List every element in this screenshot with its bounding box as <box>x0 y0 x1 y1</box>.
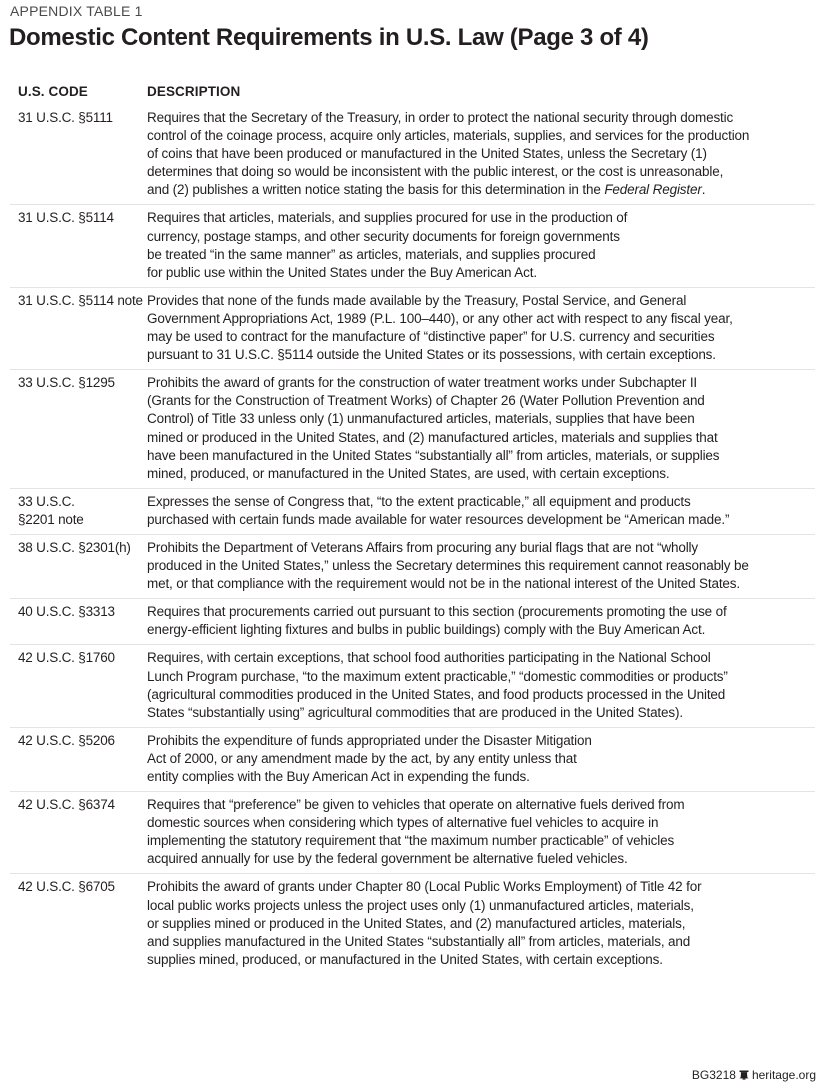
us-code-line: 42 U.S.C. §6374 <box>18 797 115 813</box>
description-line <box>147 732 811 750</box>
description-text: currency, postage stamps, and other security documents for foreign governments <box>147 228 620 244</box>
description-line <box>147 814 811 832</box>
us-code-line: 42 U.S.C. §1760 <box>18 650 115 666</box>
description-line <box>147 686 811 704</box>
us-code-cell <box>10 649 147 721</box>
description-text: implementing the statutory requirement that “the maximum number practicable” of vehicles <box>147 833 675 849</box>
description-text: Prohibits the Department of Veterans Affairs from procuring any burial flags that are not “wholly <box>147 539 698 555</box>
description-text: acquired annually for use by the federal government be alternative fueled vehicles. <box>147 851 628 867</box>
description-line <box>147 109 811 127</box>
description-text: control of the coinage process, acquire only articles, materials, supplies, and services for the production <box>147 128 750 144</box>
description-line <box>147 181 811 199</box>
description-text: Requires that the Secretary of the Treasury, in order to protect the national security through domestic <box>147 110 734 125</box>
description-text: Control) of Title 33 unless only (1) unmanufactured articles, materials, supplies that have been <box>147 411 695 427</box>
description-line <box>147 246 811 264</box>
description-line <box>147 897 811 915</box>
description-line <box>147 575 811 593</box>
description-text: met, or that compliance with the requirement would not be in the national interest of the United States. <box>147 576 740 592</box>
description-text: Lunch Program purchase, “to the maximum extent practicable,” “domestic commodities or products” <box>147 668 728 684</box>
publication-title: Federal Register <box>604 182 702 198</box>
description-cell <box>147 649 815 721</box>
footer-credit <box>692 1068 816 1082</box>
description-text: determines that doing so would be inconsistent with the public interest, or the cost is unreasonable, <box>147 164 724 180</box>
description-line <box>147 704 811 722</box>
description-line <box>147 850 811 868</box>
description-line <box>147 768 811 786</box>
description-text: pursuant to 31 U.S.C. §5114 outside the United States or its possessions, with certain exceptions. <box>147 347 716 363</box>
description-line <box>147 465 811 483</box>
us-code-cell <box>10 209 147 281</box>
us-code-cell <box>10 493 147 529</box>
description-text: produced in the United States,” unless the Secretary determines this requirement cannot reasonably be <box>147 558 749 574</box>
description-text: domestic sources when considering which types of alternative fuel vehicles to acquire in <box>147 815 659 831</box>
description-text: Prohibits the award of grants under Chapter 80 (Local Public Works Employment) of Title 42 for <box>147 879 702 895</box>
description-line <box>147 264 811 282</box>
description-line <box>147 649 811 667</box>
description-line <box>147 951 811 969</box>
description-cell <box>147 878 815 968</box>
description-text: Prohibits the award of grants for the construction of water treatment works under Subchapter II <box>147 375 698 391</box>
description-cell <box>147 493 815 529</box>
description-line <box>147 228 811 246</box>
table-row <box>10 873 815 973</box>
description-cell <box>147 539 815 593</box>
table-row <box>10 644 815 726</box>
description-line <box>147 832 811 850</box>
us-code-cell <box>10 292 147 364</box>
description-text: of coins that have been produced or manufactured in the United States, unless the Secretary (1) <box>147 146 707 162</box>
page-title: Domestic Content Requirements in U.S. Law (Page 3 of 4) <box>9 24 649 51</box>
us-code-cell <box>10 796 147 868</box>
table-row <box>10 488 815 534</box>
description-line <box>147 447 811 465</box>
us-code-line: 31 U.S.C. §5114 note <box>18 292 143 308</box>
description-text: Act of 2000, or any amendment made by the act, by any entity unless that <box>147 750 577 766</box>
us-code-cell <box>10 603 147 639</box>
description-line <box>147 145 811 163</box>
description-text: Expresses the sense of Congress that, “to the extent practicable,” all equipment and products <box>147 493 691 509</box>
description-line <box>147 292 811 310</box>
column-header-description: DESCRIPTION <box>147 84 241 99</box>
description-line <box>147 878 811 896</box>
description-text: Government Appropriations Act, 1989 (P.L. 100–440), or any other act with respect to any fiscal year, <box>147 310 733 326</box>
description-line <box>147 915 811 933</box>
description-line <box>147 621 811 639</box>
description-text: supplies mined, produced, or manufactured in the United States, with certain exceptions. <box>147 951 663 967</box>
description-cell <box>147 796 815 868</box>
description-text: . <box>701 182 706 198</box>
description-text: for public use within the United States under the Buy American Act. <box>147 264 537 280</box>
us-code-cell <box>10 374 147 483</box>
description-line <box>147 750 811 768</box>
table-body <box>10 106 815 974</box>
table-row <box>10 727 815 791</box>
description-line <box>147 796 811 814</box>
description-text: entity complies with the Buy American Act in expending the funds. <box>147 769 530 784</box>
description-line <box>147 328 811 346</box>
us-code-line: 31 U.S.C. §5111 <box>18 110 113 125</box>
description-line <box>147 209 811 227</box>
us-code-line: 33 U.S.C. <box>18 493 75 509</box>
description-text: purchased with certain funds made available for water resources development be “American made.” <box>147 511 730 527</box>
description-line <box>147 163 811 181</box>
description-text: or supplies mined or produced in the United States, and (2) manufactured articles, materials, <box>147 915 686 931</box>
us-code-line: §2201 note <box>18 511 84 527</box>
table-row <box>10 598 815 644</box>
us-code-line: 40 U.S.C. §3313 <box>18 604 115 620</box>
us-code-line: 38 U.S.C. §2301(h) <box>18 539 131 555</box>
description-line <box>147 539 811 557</box>
us-code-cell <box>10 878 147 968</box>
description-cell <box>147 374 815 483</box>
description-line <box>147 392 811 410</box>
description-line <box>147 933 811 951</box>
us-code-line: 33 U.S.C. §1295 <box>18 375 115 391</box>
table-row <box>10 106 815 204</box>
table-row <box>10 369 815 488</box>
description-cell <box>147 109 815 199</box>
table-row <box>10 287 815 369</box>
table-header-row <box>10 84 815 106</box>
description-text: energy-efficient lighting fixtures and bulbs in public buildings) comply with the Buy American Act. <box>147 622 706 638</box>
description-text: mined, produced, or manufactured in the United States, are used, with certain exceptions. <box>147 465 670 481</box>
description-cell <box>147 292 815 364</box>
table-row <box>10 534 815 598</box>
description-text: and supplies manufactured in the United States “substantially all” from articles, materials, and <box>147 933 691 949</box>
description-line <box>147 374 811 392</box>
us-code-cell <box>10 732 147 786</box>
description-text: Requires that procurements carried out pursuant to this section (procurements promoting the use of <box>147 604 727 620</box>
us-code-line: 42 U.S.C. §6705 <box>18 879 115 895</box>
description-text: have been manufactured in the United States “substantially all” from articles, materials, or supplies <box>147 447 720 463</box>
description-line <box>147 511 811 529</box>
site-link[interactable]: heritage.org <box>751 1068 816 1082</box>
description-cell <box>147 732 815 786</box>
description-text: States “substantially using” agricultural commodities that are produced in the United States). <box>147 704 683 720</box>
description-text: Requires that “preference” be given to vehicles that operate on alternative fuels derived from <box>147 797 685 813</box>
description-line <box>147 668 811 686</box>
us-code-cell <box>10 109 147 199</box>
description-text: mined or produced in the United States, and (2) manufactured articles, materials and supplies that <box>147 429 718 445</box>
table-row <box>10 204 815 286</box>
description-cell <box>147 209 815 281</box>
description-text: (Grants for the Construction of Treatment Works) of Chapter 26 (Water Pollution Prevention and <box>147 393 705 409</box>
description-text: (agricultural commodities produced in the United States, and food products processed in the United <box>147 686 726 702</box>
description-text: Requires that articles, materials, and supplies procured for use in the production of <box>147 210 628 226</box>
table-row <box>10 791 815 873</box>
description-line <box>147 310 811 328</box>
description-text: may be used to contract for the manufacture of “distinctive paper” for U.S. currency and securities <box>147 329 715 345</box>
description-line <box>147 127 811 145</box>
description-line <box>147 493 811 511</box>
description-text: local public works projects unless the project uses only (1) unmanufactured articles, materials, <box>147 897 694 913</box>
us-code-cell <box>10 539 147 593</box>
liberty-bell-icon <box>739 1070 749 1080</box>
us-code-line: 31 U.S.C. §5114 <box>18 210 114 226</box>
description-text: Prohibits the expenditure of funds appropriated under the Disaster Mitigation <box>147 732 592 748</box>
report-id: BG3218 <box>691 1068 736 1082</box>
description-line <box>147 346 811 364</box>
description-text: be treated “in the same manner” as articles, materials, and supplies procured <box>147 246 596 262</box>
description-line <box>147 603 811 621</box>
table-kicker: APPENDIX TABLE 1 <box>10 3 143 19</box>
description-line <box>147 429 811 447</box>
description-line <box>147 557 811 575</box>
description-text: and (2) publishes a written notice stating the basis for this determination in the <box>147 182 605 198</box>
column-header-code: U.S. CODE <box>18 84 88 99</box>
description-text: Requires, with certain exceptions, that school food authorities participating in the National School <box>147 650 711 666</box>
us-code-line: 42 U.S.C. §5206 <box>18 732 115 748</box>
requirements-table <box>10 84 815 974</box>
description-line <box>147 410 811 428</box>
description-cell <box>147 603 815 639</box>
description-text: Provides that none of the funds made available by the Treasury, Postal Service, and General <box>147 292 687 308</box>
